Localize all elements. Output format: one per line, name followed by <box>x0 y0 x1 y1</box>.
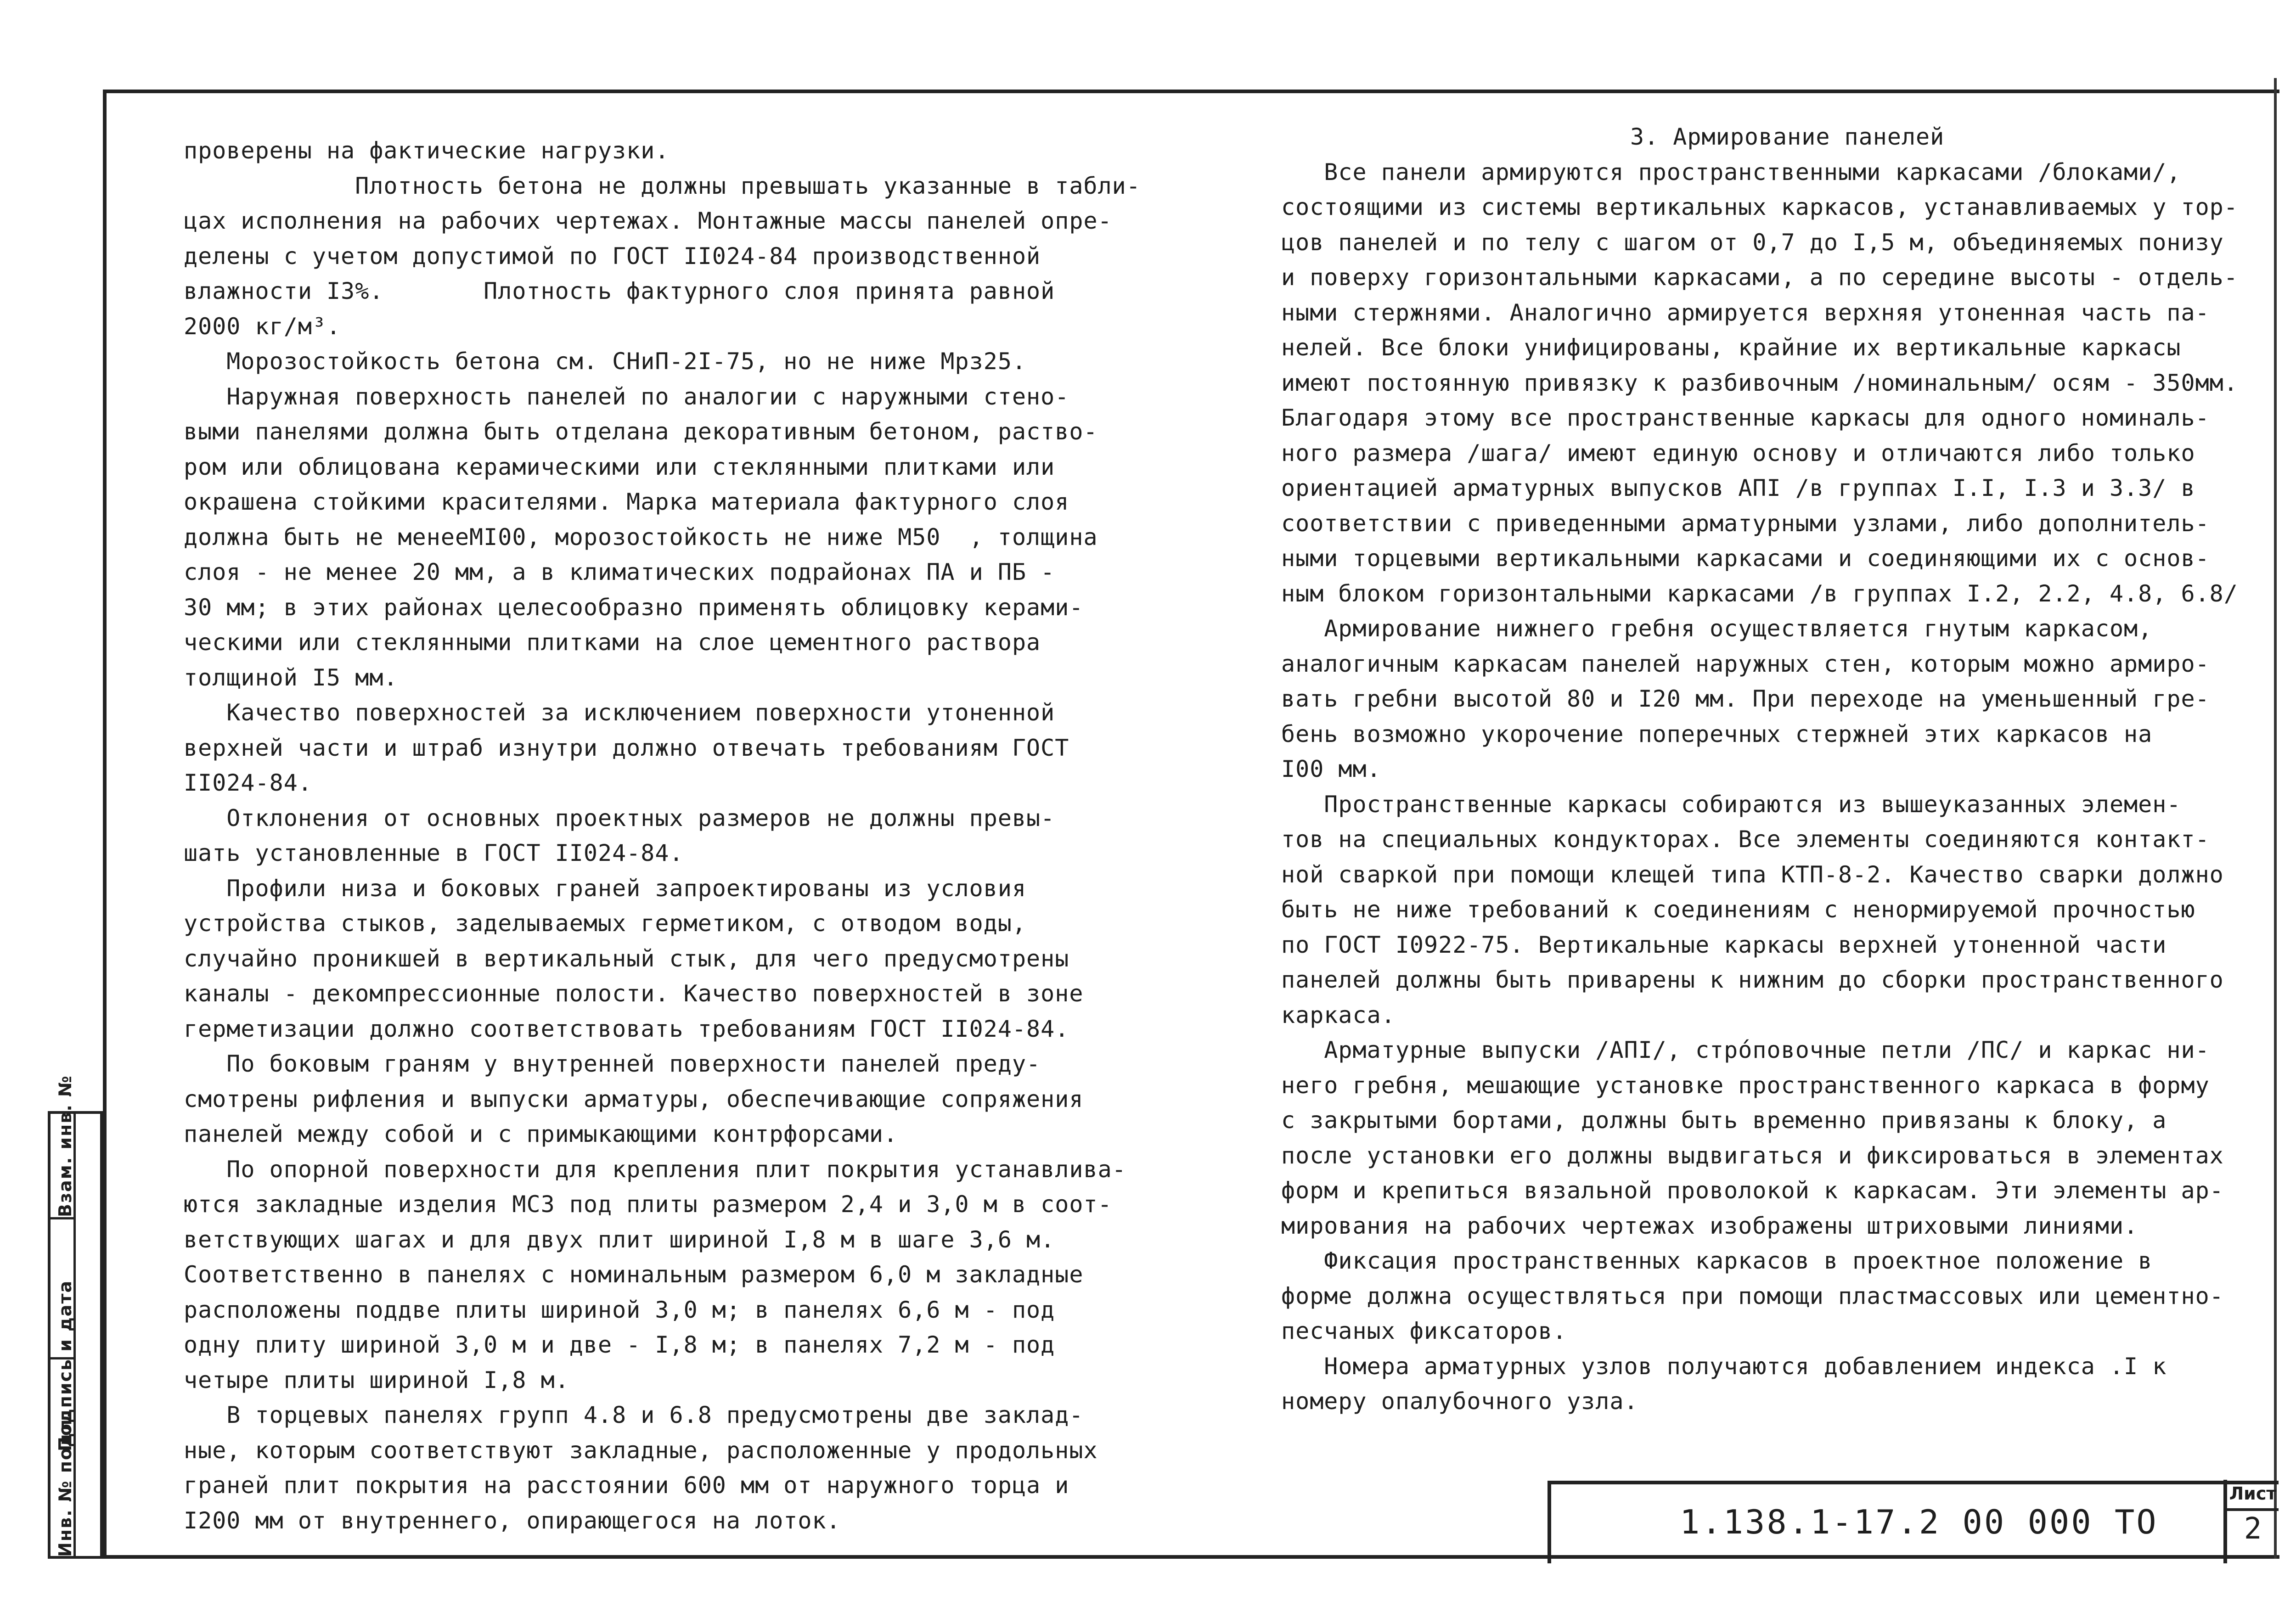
text-line: Отклонения от основных проектных размеров не должны превы- <box>184 804 1055 831</box>
text-line: верхней части и штраб изнутри должно отвечать требованиям ГОСТ <box>184 734 1069 761</box>
text-line: Профили низа и боковых граней запроектированы из условия <box>184 875 1027 902</box>
text-line: По опорной поверхности для крепления плит покрытия устанавлива- <box>184 1156 1126 1183</box>
left-text-column <box>184 133 1171 1538</box>
text-line: состоящими из системы вертикальных каркасов, устанавливаемых у тор- <box>1281 194 2238 220</box>
text-line: 30 мм; в этих районах целесообразно применять облицовку керами- <box>184 594 1084 621</box>
text-line: выми панелями должна быть отделана декоративным бетоном, раство- <box>184 418 1098 445</box>
text-line: По боковым граням у внутренней поверхности панелей преду- <box>184 1050 1041 1077</box>
text-line: по ГОСТ I0922-75. Вертикальные каркасы верхней утоненной части <box>1281 931 2167 958</box>
text-line: четыре плиты шириной I,8 м. <box>184 1366 569 1393</box>
text-line: панелей должны быть приварены к нижним до сборки пространственного <box>1281 966 2224 993</box>
text-line: ной сваркой при помощи клещей типа КТП-8-2. Качество сварки должно <box>1281 861 2224 888</box>
right-text-column <box>1281 119 2264 1419</box>
section-heading: 3. Армирование панелей <box>1630 124 1945 150</box>
text-line: II024-84. <box>184 769 312 796</box>
text-line: соответствии с приведенными арматурными узлами, либо дополнитель- <box>1281 510 2210 537</box>
text-line: имеют постоянную привязку к разбивочным /номинальным/ осям - 350мм. <box>1281 369 2238 396</box>
text-line: 2000 кг/м³. <box>184 313 341 340</box>
text-line: смотрены рифления и выпуски арматуры, обеспечивающие сопряжения <box>184 1085 1084 1112</box>
text-line: Благодаря этому все пространственные каркасы для одного номиналь- <box>1281 404 2210 431</box>
text-line: устройства стыков, заделываемых герметиком, с отводом воды, <box>184 910 1027 937</box>
text-line: проверены на фактические нагрузки. <box>184 137 670 164</box>
text-line: ориентацией арматурных выпусков АПI /в группах I.I, I.3 и 3.3/ в <box>1281 475 2195 501</box>
text-line: ными торцевыми вертикальными каркасами и соединяющими их с основ- <box>1281 545 2210 572</box>
text-line: влажности I3%. Плотность фактурного слоя принята равной <box>184 278 1055 304</box>
text-line: Номера арматурных узлов получаются добавлением индекса .I к <box>1281 1353 2167 1380</box>
sheet-label: Лист <box>2227 1480 2279 1511</box>
text-line: нелей. Все блоки унифицированы, крайние их вертикальные каркасы <box>1281 334 2181 361</box>
text-line: ного размера /шага/ имеют единую основу и отличаются либо только <box>1281 439 2195 466</box>
text-line: I00 мм. <box>1281 756 1381 782</box>
text-line: должна быть не менееМI00, морозостойкость не ниже М50 , толщина <box>184 523 1098 550</box>
text-line: шать установленные в ГОСТ II024-84. <box>184 840 684 866</box>
text-line: ветствующих шагах и для двух плит шириной I,8 м в шаге 3,6 м. <box>184 1226 1055 1253</box>
text-line: Морозостойкость бетона см. СНиП-2I-75, но не ниже Мрз25. <box>184 348 1027 375</box>
text-line: одну плиту шириной 3,0 м и две - I,8 м; в панелях 7,2 м - под <box>184 1331 1055 1358</box>
text-line: песчаных фиксаторов. <box>1281 1318 1567 1344</box>
text-line: Наружная поверхность панелей по аналогии с наружными стено- <box>184 383 1069 410</box>
text-line: цах исполнения на рабочих чертежах. Монтажные массы панелей опре- <box>184 208 1112 234</box>
text-line: него гребня, мешающие установке пространственного каркаса в форму <box>1281 1072 2210 1099</box>
text-line: граней плит покрытия на расстоянии 600 мм от наружного торца и <box>184 1472 1069 1499</box>
text-line: бень возможно укорочение поперечных стержней этих каркасов на <box>1281 720 2153 747</box>
text-line: ром или облицована керамическими или стеклянными плитками или <box>184 453 1055 480</box>
text-line: и поверху горизонтальными каркасами, а по середине высоты - отдель- <box>1281 264 2238 291</box>
text-line: толщиной I5 мм. <box>184 664 398 691</box>
text-line: форм и крепиться вязальной проволокой к каркасам. Эти элементы ар- <box>1281 1177 2224 1204</box>
text-line: ные, которым соответствуют закладные, расположенные у продольных <box>184 1437 1098 1464</box>
text-line: расположены поддве плиты шириной 3,0 м; в панелях 6,6 м - под <box>184 1296 1055 1323</box>
text-line: Качество поверхностей за исключением поверхности утоненной <box>184 699 1055 726</box>
text-line: Плотность бетона не должны превышать указанные в табли- <box>184 172 1141 199</box>
sheet-cell <box>2223 1480 2279 1563</box>
text-line: форме должна осуществляться при помощи пластмассовых или цементно- <box>1281 1282 2224 1309</box>
text-line: ными стержнями. Аналогично армируется верхняя утоненная часть па- <box>1281 299 2210 326</box>
sheet-right-edge <box>2274 78 2277 1559</box>
text-line: после установки его должны выдвигаться и фиксироваться в элементах <box>1281 1142 2224 1169</box>
text-line: В торцевых панелях групп 4.8 и 6.8 предусмотрены две заклад- <box>184 1402 1084 1428</box>
text-line: Пространственные каркасы собираются из вышеуказанных элемен- <box>1281 791 2181 818</box>
document-code: 1.138.1-17.2 00 000 ТО <box>1680 1503 2158 1541</box>
text-line: номеру опалубочного узла. <box>1281 1388 1638 1415</box>
text-line: вать гребни высотой 80 и I20 мм. При переходе на уменьшенный гре- <box>1281 685 2210 712</box>
text-line: герметизации должно соответствовать требованиям ГОСТ II024-84. <box>184 1015 1069 1042</box>
left-stamp <box>48 1075 103 1559</box>
text-line: Все панели армируются пространственными каркасами /блоками/, <box>1281 158 2181 185</box>
text-line: тов на специальных кондукторах. Все элементы соединяются контакт- <box>1281 826 2210 853</box>
text-line: делены с учетом допустимой по ГОСТ II024-84 производственной <box>184 242 1041 270</box>
text-line: Соответственно в панелях с номинальным размером 6,0 м закладные <box>184 1261 1084 1288</box>
text-line: Арматурные выпуски /АПI/, стро́повочные петли /ПС/ и каркас ни- <box>1281 1037 2210 1063</box>
stamp-inv-podl: Инв. № подл. <box>55 1410 75 1557</box>
text-line: ческими или стеклянными плитками на слое цементного раствора <box>184 629 1041 656</box>
text-line: I200 мм от внутреннего, опирающегося на лоток. <box>184 1507 841 1534</box>
text-line: слоя - не менее 20 мм, а в климатических подрайонах ПА и ПБ - <box>184 559 1055 585</box>
stamp-divider <box>51 1217 76 1219</box>
stamp-vzam-inv: Взам. инв. № <box>55 1075 75 1217</box>
text-line: быть не ниже требований к соединениям с ненормируемой прочностью <box>1281 896 2195 923</box>
text-line: аналогичным каркасам панелей наружных стен, которым можно армиро- <box>1281 650 2210 677</box>
text-line: мирования на рабочих чертежах изображены штриховыми линиями. <box>1281 1212 2138 1239</box>
text-line: с закрытыми бортами, должны быть временно привязаны к блоку, а <box>1281 1107 2167 1134</box>
text-line: ным блоком горизонтальными каркасами /в группах I.2, 2.2, 4.8, 6.8/ <box>1281 580 2238 607</box>
text-line: Армирование нижнего гребня осуществляется гнутым каркасом, <box>1281 615 2153 642</box>
text-line: каналы - декомпрессионные полости. Качество поверхностей в зоне <box>184 980 1084 1007</box>
sheet-number: 2 <box>2244 1512 2262 1546</box>
text-line: ются закладные изделия МС3 под плиты размером 2,4 и 3,0 м в соот- <box>184 1191 1112 1218</box>
text-line: случайно проникшей в вертикальный стык, для чего предусмотрены <box>184 945 1069 972</box>
text-line: окрашена стойкими красителями. Марка материала фактурного слоя <box>184 489 1069 515</box>
text-line: каркаса. <box>1281 1001 1396 1028</box>
title-block <box>1548 1481 2279 1563</box>
stamp-podpis-data: Подпись и дата <box>55 1280 75 1451</box>
text-line: Фиксация пространственных каркасов в проектное положение в <box>1281 1247 2153 1274</box>
text-line: цов панелей и по телу с шагом от 0,7 до I,5 м, объединяемых понизу <box>1281 229 2224 256</box>
text-line: панелей между собой и с примыкающими контрфорсами. <box>184 1121 898 1147</box>
